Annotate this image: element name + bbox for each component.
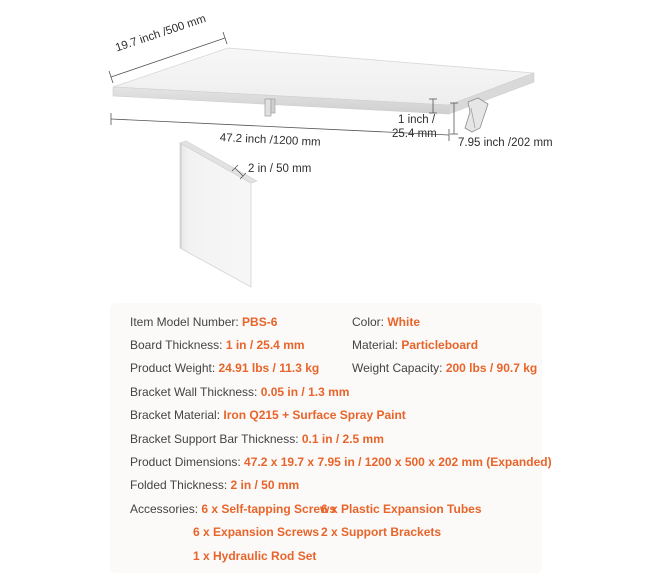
expanded-table	[113, 48, 534, 132]
spec-material	[352, 338, 478, 353]
accessory-item: 2 x Support Brackets	[321, 525, 442, 539]
spec-label: Material:	[352, 338, 402, 352]
spec-label: Weight Capacity:	[352, 361, 446, 375]
spec-accessories	[130, 502, 336, 517]
accessory-row	[193, 549, 316, 564]
length-label: 47.2 inch /1200 mm	[219, 132, 321, 149]
thickness-label-line2: 25.4 mm	[392, 128, 437, 140]
bracket-left	[265, 99, 275, 116]
depth-label: 19.7 inch /500 mm	[114, 12, 208, 55]
spec-value: 1 in / 25.4 mm	[225, 338, 305, 352]
spec-bracket-wall-thickness	[130, 385, 349, 400]
folded-board	[180, 143, 251, 287]
spec-model-number	[130, 315, 277, 330]
specification-panel	[110, 303, 552, 573]
thickness-label-line1: 1 inch /	[398, 114, 436, 126]
spec-value: 0.1 in / 2.5 mm	[301, 432, 384, 446]
height-label: 7.95 inch /202 mm	[458, 137, 553, 149]
accessory-row	[321, 525, 441, 540]
spec-support-bar-thickness	[130, 432, 384, 447]
spec-bracket-material	[130, 408, 406, 423]
spec-label: Board Thickness:	[130, 338, 226, 352]
spec-label: Accessories:	[130, 502, 202, 516]
accessory-item: 6 x Plastic Expansion Tubes	[321, 502, 482, 516]
spec-value: PBS-6	[242, 315, 278, 329]
accessory-item: 6 x Self-tapping Screws	[201, 502, 337, 516]
spec-value: Iron Q215 + Surface Spray Paint	[223, 408, 406, 422]
folded-table	[180, 141, 257, 287]
accessory-row	[321, 502, 482, 517]
spec-value: Particleboard	[401, 338, 479, 352]
spec-label: Product Weight:	[130, 361, 219, 375]
spec-label: Bracket Wall Thickness:	[130, 385, 261, 399]
bracket-right	[465, 98, 488, 132]
spec-color	[352, 315, 420, 330]
folded-label: 2 in / 50 mm	[248, 163, 312, 175]
spec-label: Bracket Material:	[130, 408, 224, 422]
spec-product-weight	[130, 361, 319, 376]
spec-product-dimensions	[130, 455, 552, 470]
spec-value: 0.05 in / 1.3 mm	[260, 385, 350, 399]
spec-label: Item Model Number:	[130, 315, 243, 329]
spec-value: 47.2 x 19.7 x 7.95 in / 1200 x 500 x 202 mm (Expanded)	[244, 455, 552, 469]
spec-value: White	[387, 315, 421, 329]
spec-label: Color:	[352, 315, 388, 329]
spec-label: Product Dimensions:	[130, 455, 245, 469]
accessory-row	[193, 525, 319, 540]
spec-value: 2 in / 50 mm	[230, 478, 300, 492]
spec-value: 24.91 lbs / 11.3 kg	[218, 361, 320, 375]
spec-label: Folded Thickness:	[130, 478, 231, 492]
spec-board-thickness	[130, 338, 305, 353]
spec-value: 200 lbs / 90.7 kg	[445, 361, 538, 375]
spec-label: Bracket Support Bar Thickness:	[130, 432, 302, 446]
accessory-item: 1 x Hydraulic Rod Set	[193, 549, 317, 563]
spec-weight-capacity	[352, 361, 537, 376]
spec-folded-thickness	[130, 478, 299, 493]
accessory-item: 6 x Expansion Screws	[193, 525, 320, 539]
